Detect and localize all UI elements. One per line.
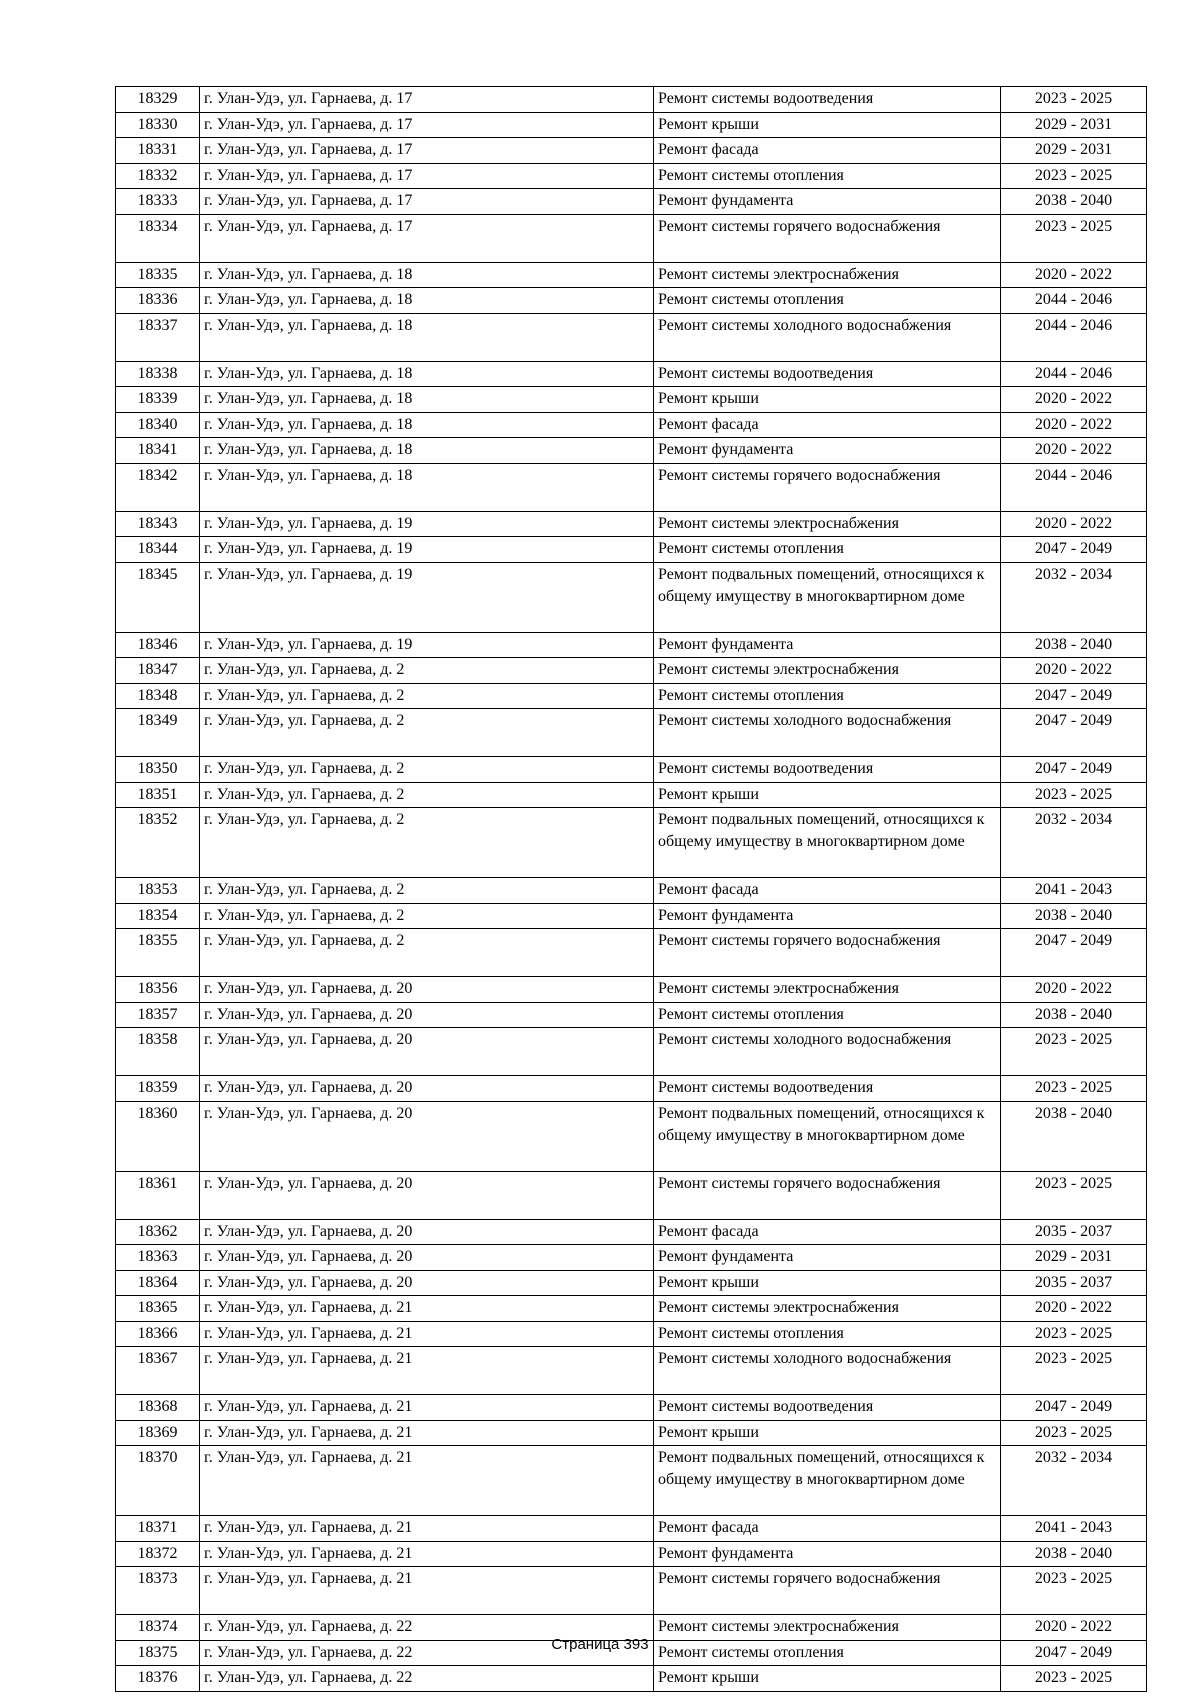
- table-row: [116, 138, 1147, 164]
- period-cell: 2032 - 2034: [1001, 1446, 1147, 1516]
- row-number-cell: 18330: [116, 112, 200, 138]
- row-number-cell: 18366: [116, 1321, 200, 1347]
- address-cell: г. Улан-Удэ, ул. Гарнаева, д. 17: [200, 112, 654, 138]
- period-cell: 2023 - 2025: [1001, 1420, 1147, 1446]
- address-cell: г. Улан-Удэ, ул. Гарнаева, д. 20: [200, 977, 654, 1003]
- row-number-cell: 18355: [116, 929, 200, 977]
- work-type-cell: Ремонт системы горячего водоснабжения: [654, 1567, 1001, 1615]
- period-cell: 2029 - 2031: [1001, 112, 1147, 138]
- row-number-cell: 18336: [116, 288, 200, 314]
- period-cell: 2023 - 2025: [1001, 1171, 1147, 1219]
- work-type-cell: Ремонт системы электроснабжения: [654, 262, 1001, 288]
- period-cell: 2041 - 2043: [1001, 878, 1147, 904]
- row-number-cell: 18352: [116, 808, 200, 878]
- address-cell: г. Улан-Удэ, ул. Гарнаева, д. 22: [200, 1615, 654, 1641]
- period-cell: 2032 - 2034: [1001, 808, 1147, 878]
- period-cell: 2038 - 2040: [1001, 632, 1147, 658]
- work-type-cell: Ремонт системы отопления: [654, 537, 1001, 563]
- row-number-cell: 18351: [116, 782, 200, 808]
- table-row: [116, 1296, 1147, 1322]
- row-number-cell: 18345: [116, 562, 200, 632]
- period-cell: 2023 - 2025: [1001, 1076, 1147, 1102]
- table-row: [116, 808, 1147, 878]
- row-number-cell: 18376: [116, 1666, 200, 1692]
- work-type-cell: Ремонт фундамента: [654, 189, 1001, 215]
- row-number-cell: 18374: [116, 1615, 200, 1641]
- address-cell: г. Улан-Удэ, ул. Гарнаева, д. 21: [200, 1347, 654, 1395]
- repair-schedule-table: [115, 86, 1147, 1692]
- period-cell: 2020 - 2022: [1001, 387, 1147, 413]
- work-type-cell: Ремонт системы электроснабжения: [654, 1615, 1001, 1641]
- row-number-cell: 18350: [116, 757, 200, 783]
- row-number-cell: 18354: [116, 903, 200, 929]
- table-row: [116, 412, 1147, 438]
- page-number: Страница 393: [551, 1636, 649, 1653]
- address-cell: г. Улан-Удэ, ул. Гарнаева, д. 2: [200, 709, 654, 757]
- address-cell: г. Улан-Удэ, ул. Гарнаева, д. 20: [200, 1270, 654, 1296]
- table-row: [116, 632, 1147, 658]
- work-type-cell: Ремонт крыши: [654, 1666, 1001, 1692]
- row-number-cell: 18347: [116, 658, 200, 684]
- table-row: [116, 1567, 1147, 1615]
- work-type-cell: Ремонт системы отопления: [654, 288, 1001, 314]
- address-cell: г. Улан-Удэ, ул. Гарнаева, д. 20: [200, 1219, 654, 1245]
- row-number-cell: 18335: [116, 262, 200, 288]
- period-cell: 2038 - 2040: [1001, 1101, 1147, 1171]
- address-cell: г. Улан-Удэ, ул. Гарнаева, д. 18: [200, 463, 654, 511]
- period-cell: 2035 - 2037: [1001, 1270, 1147, 1296]
- address-cell: г. Улан-Удэ, ул. Гарнаева, д. 2: [200, 903, 654, 929]
- table-row: [116, 511, 1147, 537]
- table-row: [116, 709, 1147, 757]
- work-type-cell: Ремонт системы электроснабжения: [654, 1296, 1001, 1322]
- work-type-cell: Ремонт крыши: [654, 782, 1001, 808]
- table-row: [116, 1270, 1147, 1296]
- row-number-cell: 18363: [116, 1245, 200, 1271]
- work-type-cell: Ремонт подвальных помещений, относящихся к общему имуществу в многоквартирном доме: [654, 562, 1001, 632]
- address-cell: г. Улан-Удэ, ул. Гарнаева, д. 21: [200, 1420, 654, 1446]
- address-cell: г. Улан-Удэ, ул. Гарнаева, д. 21: [200, 1395, 654, 1421]
- address-cell: г. Улан-Удэ, ул. Гарнаева, д. 17: [200, 87, 654, 113]
- table-row: [116, 189, 1147, 215]
- work-type-cell: Ремонт системы водоотведения: [654, 1076, 1001, 1102]
- row-number-cell: 18340: [116, 412, 200, 438]
- address-cell: г. Улан-Удэ, ул. Гарнаева, д. 18: [200, 288, 654, 314]
- address-cell: г. Улан-Удэ, ул. Гарнаева, д. 18: [200, 361, 654, 387]
- work-type-cell: Ремонт системы отопления: [654, 1321, 1001, 1347]
- table-row: [116, 438, 1147, 464]
- address-cell: г. Улан-Удэ, ул. Гарнаева, д. 2: [200, 757, 654, 783]
- table-row: [116, 782, 1147, 808]
- row-number-cell: 18357: [116, 1002, 200, 1028]
- row-number-cell: 18353: [116, 878, 200, 904]
- table-row: [116, 1171, 1147, 1219]
- period-cell: 2020 - 2022: [1001, 412, 1147, 438]
- period-cell: 2047 - 2049: [1001, 537, 1147, 563]
- period-cell: 2023 - 2025: [1001, 87, 1147, 113]
- row-number-cell: 18373: [116, 1567, 200, 1615]
- row-number-cell: 18372: [116, 1541, 200, 1567]
- table-row: [116, 683, 1147, 709]
- row-number-cell: 18365: [116, 1296, 200, 1322]
- address-cell: г. Улан-Удэ, ул. Гарнаева, д. 18: [200, 438, 654, 464]
- period-cell: 2023 - 2025: [1001, 214, 1147, 262]
- period-cell: 2020 - 2022: [1001, 438, 1147, 464]
- period-cell: 2047 - 2049: [1001, 1395, 1147, 1421]
- work-type-cell: Ремонт системы водоотведения: [654, 361, 1001, 387]
- table-row: [116, 929, 1147, 977]
- row-number-cell: 18344: [116, 537, 200, 563]
- period-cell: 2023 - 2025: [1001, 163, 1147, 189]
- period-cell: 2038 - 2040: [1001, 1541, 1147, 1567]
- table-row: [116, 1219, 1147, 1245]
- work-type-cell: Ремонт системы электроснабжения: [654, 658, 1001, 684]
- period-cell: 2020 - 2022: [1001, 1296, 1147, 1322]
- row-number-cell: 18337: [116, 313, 200, 361]
- period-cell: 2035 - 2037: [1001, 1219, 1147, 1245]
- work-type-cell: Ремонт фасада: [654, 878, 1001, 904]
- table-row: [116, 313, 1147, 361]
- work-type-cell: Ремонт системы холодного водоснабжения: [654, 709, 1001, 757]
- address-cell: г. Улан-Удэ, ул. Гарнаева, д. 2: [200, 782, 654, 808]
- period-cell: 2044 - 2046: [1001, 463, 1147, 511]
- work-type-cell: Ремонт фасада: [654, 138, 1001, 164]
- work-type-cell: Ремонт системы холодного водоснабжения: [654, 1347, 1001, 1395]
- row-number-cell: 18342: [116, 463, 200, 511]
- address-cell: г. Улан-Удэ, ул. Гарнаева, д. 22: [200, 1666, 654, 1692]
- row-number-cell: 18368: [116, 1395, 200, 1421]
- period-cell: 2044 - 2046: [1001, 313, 1147, 361]
- row-number-cell: 18370: [116, 1446, 200, 1516]
- period-cell: 2047 - 2049: [1001, 757, 1147, 783]
- work-type-cell: Ремонт фасада: [654, 1516, 1001, 1542]
- table-row: [116, 387, 1147, 413]
- table-row: [116, 1347, 1147, 1395]
- work-type-cell: Ремонт подвальных помещений, относящихся к общему имуществу в многоквартирном доме: [654, 808, 1001, 878]
- period-cell: 2044 - 2046: [1001, 288, 1147, 314]
- work-type-cell: Ремонт системы водоотведения: [654, 1395, 1001, 1421]
- row-number-cell: 18338: [116, 361, 200, 387]
- table-row: [116, 757, 1147, 783]
- table-body: [116, 87, 1147, 1692]
- work-type-cell: Ремонт подвальных помещений, относящихся к общему имуществу в многоквартирном доме: [654, 1446, 1001, 1516]
- work-type-cell: Ремонт фасада: [654, 1219, 1001, 1245]
- address-cell: г. Улан-Удэ, ул. Гарнаева, д. 21: [200, 1541, 654, 1567]
- table-row: [116, 1076, 1147, 1102]
- address-cell: г. Улан-Удэ, ул. Гарнаева, д. 18: [200, 313, 654, 361]
- address-cell: г. Улан-Удэ, ул. Гарнаева, д. 2: [200, 929, 654, 977]
- period-cell: 2047 - 2049: [1001, 1640, 1147, 1666]
- address-cell: г. Улан-Удэ, ул. Гарнаева, д. 20: [200, 1171, 654, 1219]
- work-type-cell: Ремонт системы горячего водоснабжения: [654, 1171, 1001, 1219]
- table-row: [116, 1420, 1147, 1446]
- row-number-cell: 18367: [116, 1347, 200, 1395]
- address-cell: г. Улан-Удэ, ул. Гарнаева, д. 2: [200, 878, 654, 904]
- work-type-cell: Ремонт крыши: [654, 1420, 1001, 1446]
- table-row: [116, 537, 1147, 563]
- work-type-cell: Ремонт фасада: [654, 412, 1001, 438]
- period-cell: 2038 - 2040: [1001, 189, 1147, 215]
- period-cell: 2023 - 2025: [1001, 1666, 1147, 1692]
- work-type-cell: Ремонт системы электроснабжения: [654, 977, 1001, 1003]
- table-row: [116, 977, 1147, 1003]
- period-cell: 2047 - 2049: [1001, 683, 1147, 709]
- work-type-cell: Ремонт системы горячего водоснабжения: [654, 214, 1001, 262]
- row-number-cell: 18331: [116, 138, 200, 164]
- address-cell: г. Улан-Удэ, ул. Гарнаева, д. 21: [200, 1296, 654, 1322]
- row-number-cell: 18341: [116, 438, 200, 464]
- address-cell: г. Улан-Удэ, ул. Гарнаева, д. 20: [200, 1245, 654, 1271]
- table-row: [116, 1245, 1147, 1271]
- period-cell: 2020 - 2022: [1001, 262, 1147, 288]
- address-cell: г. Улан-Удэ, ул. Гарнаева, д. 20: [200, 1002, 654, 1028]
- row-number-cell: 18349: [116, 709, 200, 757]
- table-row: [116, 1516, 1147, 1542]
- address-cell: г. Улан-Удэ, ул. Гарнаева, д. 22: [200, 1640, 654, 1666]
- row-number-cell: 18334: [116, 214, 200, 262]
- address-cell: г. Улан-Удэ, ул. Гарнаева, д. 20: [200, 1101, 654, 1171]
- row-number-cell: 18362: [116, 1219, 200, 1245]
- address-cell: г. Улан-Удэ, ул. Гарнаева, д. 20: [200, 1076, 654, 1102]
- period-cell: 2047 - 2049: [1001, 929, 1147, 977]
- work-type-cell: Ремонт фундамента: [654, 1245, 1001, 1271]
- address-cell: г. Улан-Удэ, ул. Гарнаева, д. 21: [200, 1567, 654, 1615]
- period-cell: 2020 - 2022: [1001, 977, 1147, 1003]
- work-type-cell: Ремонт системы водоотведения: [654, 757, 1001, 783]
- row-number-cell: 18358: [116, 1028, 200, 1076]
- address-cell: г. Улан-Удэ, ул. Гарнаева, д. 2: [200, 658, 654, 684]
- period-cell: 2023 - 2025: [1001, 782, 1147, 808]
- work-type-cell: Ремонт системы водоотведения: [654, 87, 1001, 113]
- address-cell: г. Улан-Удэ, ул. Гарнаева, д. 17: [200, 163, 654, 189]
- period-cell: 2038 - 2040: [1001, 1002, 1147, 1028]
- table-row: [116, 288, 1147, 314]
- table-row: [116, 1395, 1147, 1421]
- table-row: [116, 562, 1147, 632]
- work-type-cell: Ремонт подвальных помещений, относящихся к общему имуществу в многоквартирном доме: [654, 1101, 1001, 1171]
- table-row: [116, 361, 1147, 387]
- period-cell: 2032 - 2034: [1001, 562, 1147, 632]
- address-cell: г. Улан-Удэ, ул. Гарнаева, д. 17: [200, 214, 654, 262]
- address-cell: г. Улан-Удэ, ул. Гарнаева, д. 2: [200, 683, 654, 709]
- work-type-cell: Ремонт системы отопления: [654, 163, 1001, 189]
- address-cell: г. Улан-Удэ, ул. Гарнаева, д. 21: [200, 1321, 654, 1347]
- table-row: [116, 1446, 1147, 1516]
- table-row: [116, 463, 1147, 511]
- row-number-cell: 18375: [116, 1640, 200, 1666]
- work-type-cell: Ремонт системы отопления: [654, 1002, 1001, 1028]
- work-type-cell: Ремонт фундамента: [654, 1541, 1001, 1567]
- work-type-cell: Ремонт фундамента: [654, 438, 1001, 464]
- period-cell: 2029 - 2031: [1001, 1245, 1147, 1271]
- table-row: [116, 262, 1147, 288]
- period-cell: 2023 - 2025: [1001, 1567, 1147, 1615]
- table-row: [116, 1101, 1147, 1171]
- row-number-cell: 18339: [116, 387, 200, 413]
- table-row: [116, 1002, 1147, 1028]
- row-number-cell: 18348: [116, 683, 200, 709]
- address-cell: г. Улан-Удэ, ул. Гарнаева, д. 17: [200, 189, 654, 215]
- table-row: [116, 658, 1147, 684]
- period-cell: 2029 - 2031: [1001, 138, 1147, 164]
- address-cell: г. Улан-Удэ, ул. Гарнаева, д. 19: [200, 632, 654, 658]
- row-number-cell: 18361: [116, 1171, 200, 1219]
- address-cell: г. Улан-Удэ, ул. Гарнаева, д. 21: [200, 1446, 654, 1516]
- address-cell: г. Улан-Удэ, ул. Гарнаева, д. 18: [200, 412, 654, 438]
- period-cell: 2041 - 2043: [1001, 1516, 1147, 1542]
- row-number-cell: 18364: [116, 1270, 200, 1296]
- work-type-cell: Ремонт фундамента: [654, 632, 1001, 658]
- address-cell: г. Улан-Удэ, ул. Гарнаева, д. 18: [200, 387, 654, 413]
- address-cell: г. Улан-Удэ, ул. Гарнаева, д. 21: [200, 1516, 654, 1542]
- row-number-cell: 18333: [116, 189, 200, 215]
- address-cell: г. Улан-Удэ, ул. Гарнаева, д. 19: [200, 562, 654, 632]
- work-type-cell: Ремонт фундамента: [654, 903, 1001, 929]
- address-cell: г. Улан-Удэ, ул. Гарнаева, д. 17: [200, 138, 654, 164]
- address-cell: г. Улан-Удэ, ул. Гарнаева, д. 19: [200, 537, 654, 563]
- table-row: [116, 1666, 1147, 1692]
- address-cell: г. Улан-Удэ, ул. Гарнаева, д. 2: [200, 808, 654, 878]
- work-type-cell: Ремонт системы горячего водоснабжения: [654, 929, 1001, 977]
- table-row: [116, 1541, 1147, 1567]
- period-cell: 2047 - 2049: [1001, 709, 1147, 757]
- row-number-cell: 18346: [116, 632, 200, 658]
- period-cell: 2023 - 2025: [1001, 1347, 1147, 1395]
- table-row: [116, 214, 1147, 262]
- work-type-cell: Ремонт крыши: [654, 112, 1001, 138]
- address-cell: г. Улан-Удэ, ул. Гарнаева, д. 19: [200, 511, 654, 537]
- row-number-cell: 18359: [116, 1076, 200, 1102]
- table-row: [116, 87, 1147, 113]
- work-type-cell: Ремонт крыши: [654, 1270, 1001, 1296]
- work-type-cell: Ремонт системы отопления: [654, 683, 1001, 709]
- period-cell: 2020 - 2022: [1001, 1615, 1147, 1641]
- period-cell: 2023 - 2025: [1001, 1321, 1147, 1347]
- address-cell: г. Улан-Удэ, ул. Гарнаева, д. 20: [200, 1028, 654, 1076]
- work-type-cell: Ремонт системы горячего водоснабжения: [654, 463, 1001, 511]
- row-number-cell: 18356: [116, 977, 200, 1003]
- row-number-cell: 18371: [116, 1516, 200, 1542]
- period-cell: 2020 - 2022: [1001, 658, 1147, 684]
- table-row: [116, 112, 1147, 138]
- row-number-cell: 18360: [116, 1101, 200, 1171]
- work-type-cell: Ремонт системы холодного водоснабжения: [654, 1028, 1001, 1076]
- work-type-cell: Ремонт системы холодного водоснабжения: [654, 313, 1001, 361]
- table-row: [116, 878, 1147, 904]
- table-row: [116, 1028, 1147, 1076]
- table-row: [116, 1321, 1147, 1347]
- work-type-cell: Ремонт системы отопления: [654, 1640, 1001, 1666]
- row-number-cell: 18329: [116, 87, 200, 113]
- address-cell: г. Улан-Удэ, ул. Гарнаева, д. 18: [200, 262, 654, 288]
- period-cell: 2023 - 2025: [1001, 1028, 1147, 1076]
- work-type-cell: Ремонт крыши: [654, 387, 1001, 413]
- work-type-cell: Ремонт системы электроснабжения: [654, 511, 1001, 537]
- period-cell: 2020 - 2022: [1001, 511, 1147, 537]
- table-row: [116, 903, 1147, 929]
- row-number-cell: 18343: [116, 511, 200, 537]
- period-cell: 2044 - 2046: [1001, 361, 1147, 387]
- period-cell: 2038 - 2040: [1001, 903, 1147, 929]
- table-row: [116, 163, 1147, 189]
- row-number-cell: 18369: [116, 1420, 200, 1446]
- row-number-cell: 18332: [116, 163, 200, 189]
